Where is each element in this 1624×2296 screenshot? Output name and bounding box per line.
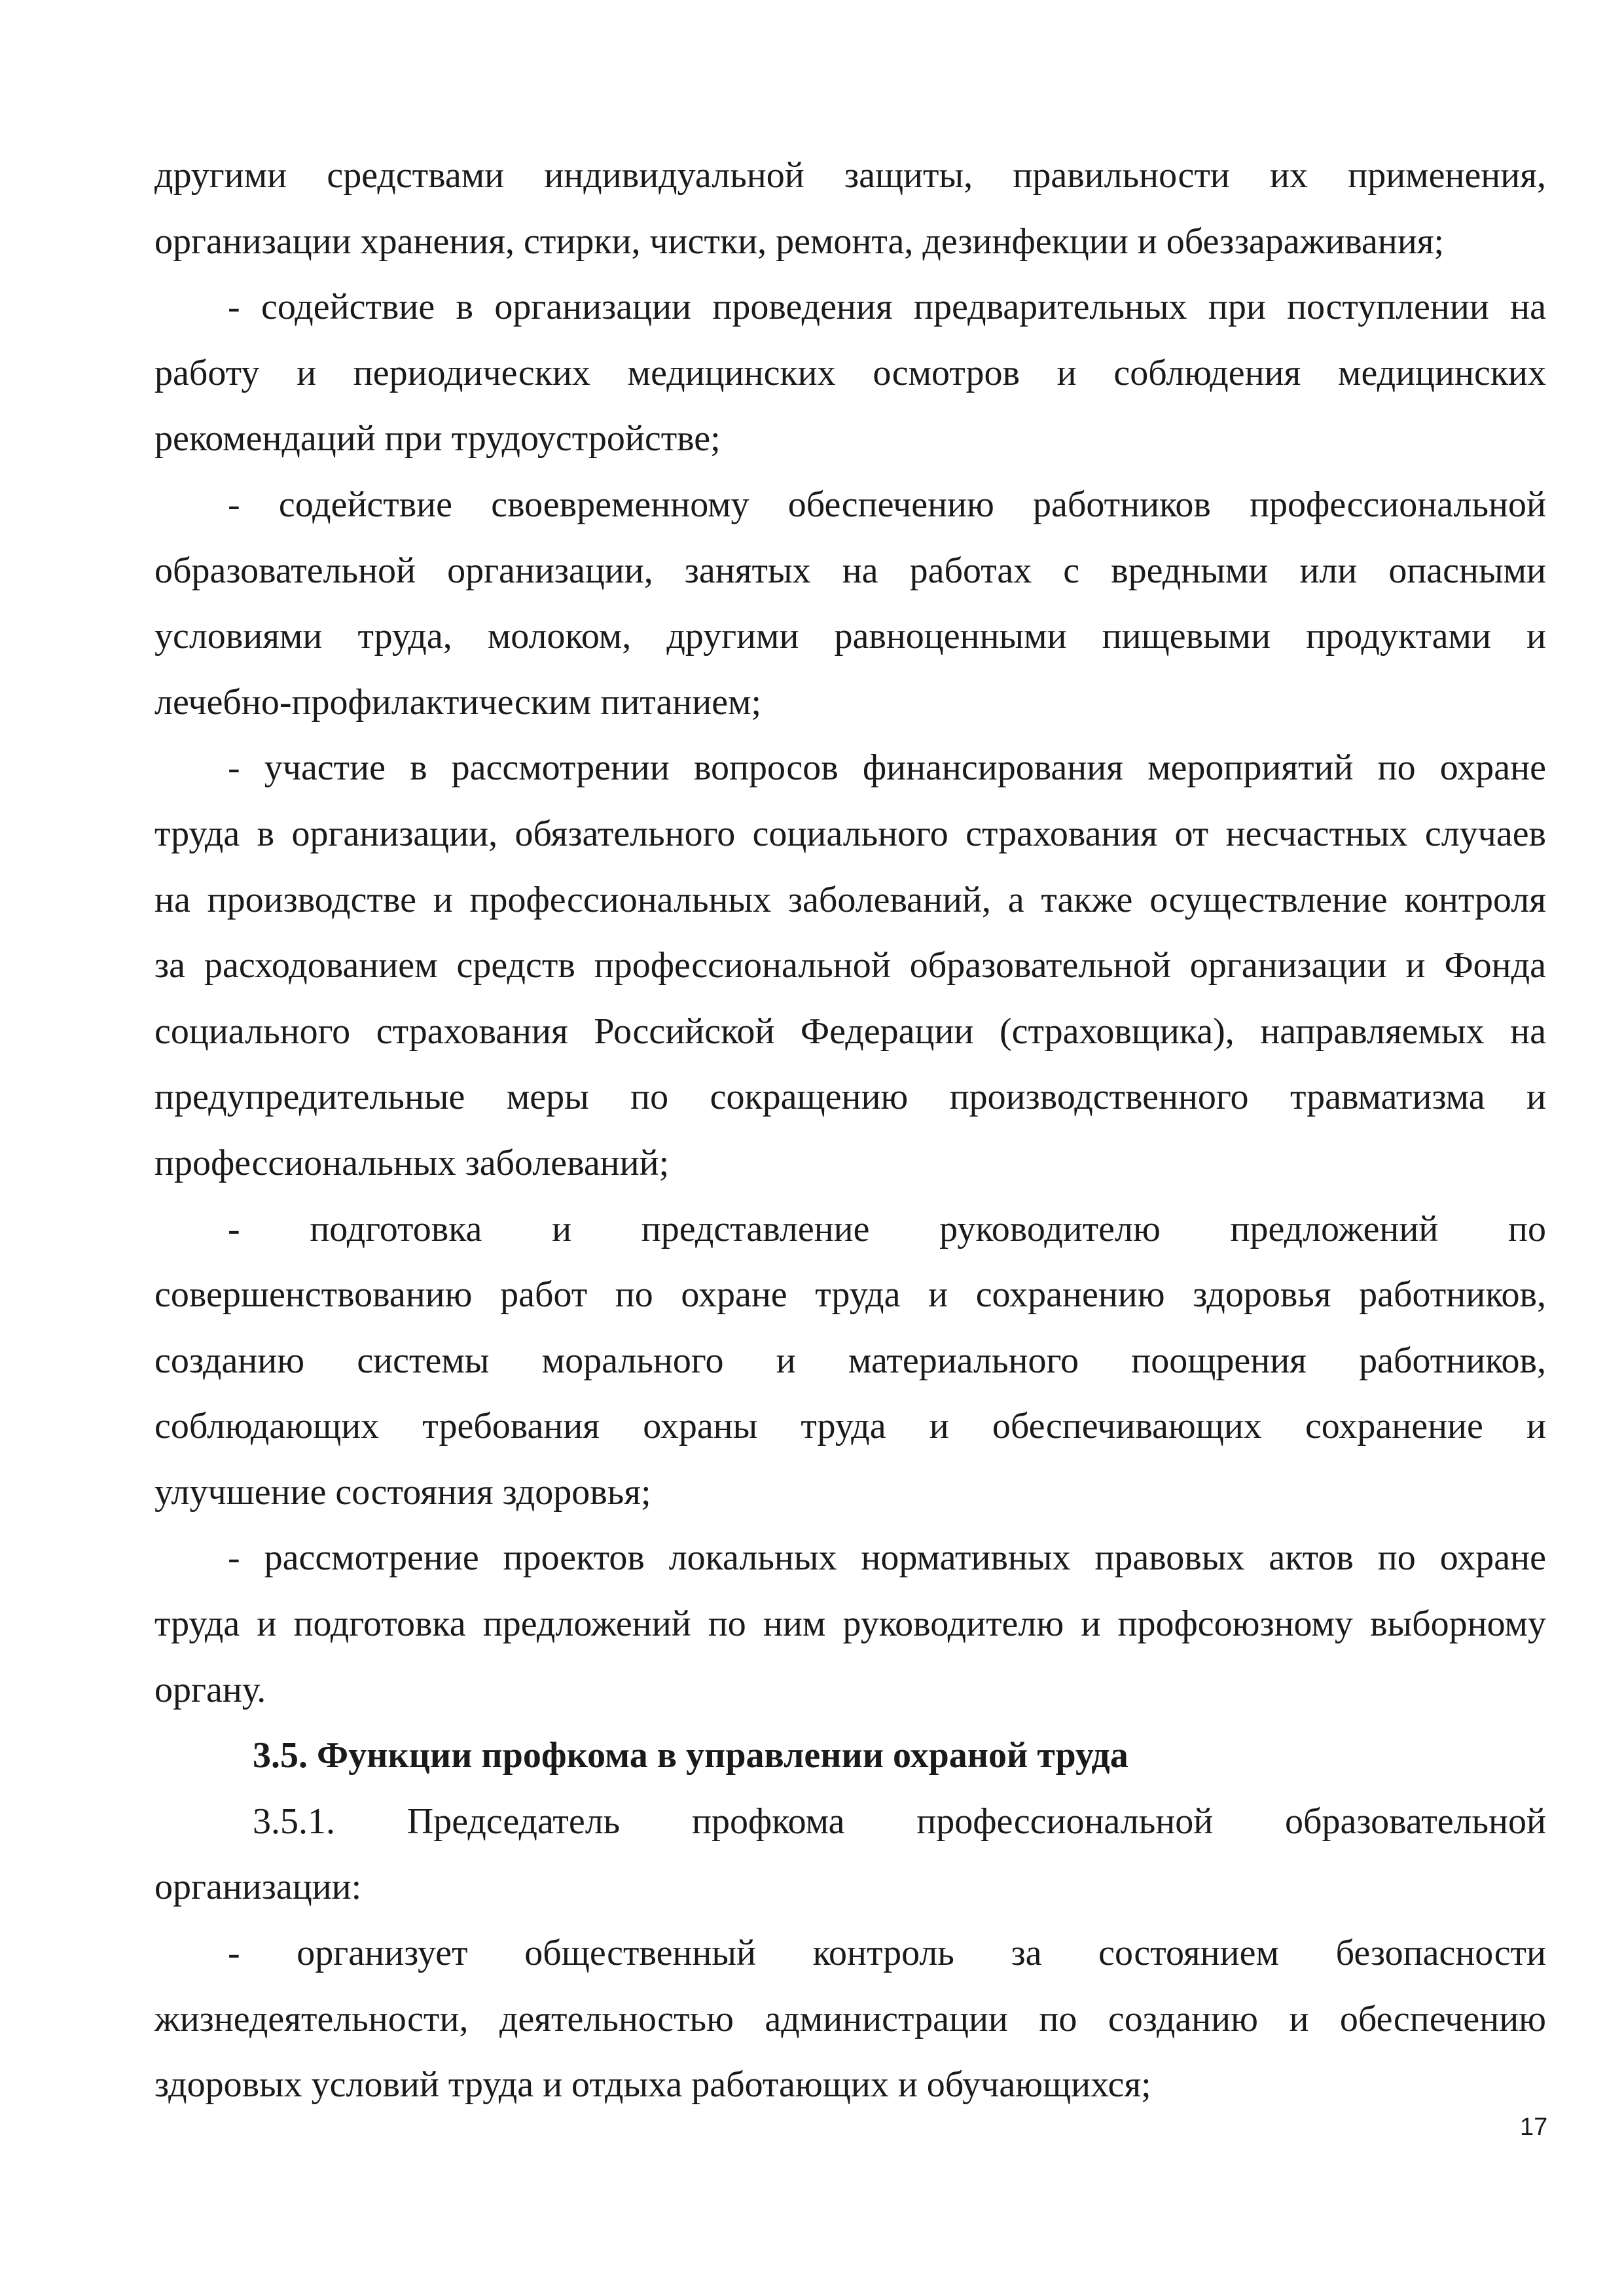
document-page [154,143,1546,2118]
text-line: здоровых условий труда и отдыха работающих и обучающихся; [154,2064,1151,2106]
text-line: образовательной организации, занятых на работах с вредными или опасными [154,550,1546,591]
text-line: работу и периодических медицинских осмотров и соблюдения медицинских [154,352,1546,393]
text-line: улучшение состояния здоровья; [154,1471,651,1513]
list-item-line: - содействие в организации проведения предварительных при поступлении на [228,287,1546,328]
text-line: социального страхования Российской Федерации (страховщика), направляемых на [154,1011,1546,1052]
text-line: труда в организации, обязательного социального страхования от несчастных случаев [154,813,1546,854]
text-line: органу. [154,1669,266,1710]
text-line: предупредительные меры по сокращению производственного травматизма и [154,1077,1546,1118]
text-line: рекомендаций при трудоустройстве; [154,418,721,459]
text-line: на производстве и профессиональных заболеваний, а также осуществление контроля [154,879,1546,920]
text-line: профессиональных заболеваний; [154,1142,670,1183]
text-line: соблюдающих требования охраны труда и обеспечивающих сохранение и [154,1406,1546,1447]
list-item-line: - организует общественный контроль за состоянием безопасности [228,1933,1546,1974]
page-number: 17 [1520,2113,1548,2141]
text-line: условиями труда, молоком, другими равноценными пищевыми продуктами и [154,616,1546,657]
list-item-line: - подготовка и представление руководителю предложений по [228,1208,1546,1249]
text-line: другими средствами индивидуальной защиты, правильности их применения, [154,155,1546,196]
list-item-line: - рассмотрение проектов локальных нормативных правовых актов по охране [228,1537,1546,1579]
list-item-line: - содействие своевременному обеспечению работников профессиональной [228,484,1546,525]
text-line: организации хранения, стирки, чистки, ремонта, дезинфекции и обеззараживания; [154,221,1445,262]
section-heading: 3.5. Функции профкома в управлении охраной труда [253,1735,1128,1776]
text-line: 3.5.1. Председатель профкома профессиональной образовательной [253,1801,1546,1842]
text-line: совершенствованию работ по охране труда и сохранению здоровья работников, [154,1274,1546,1316]
text-line: труда и подготовка предложений по ним руководителю и профсоюзному выборному [154,1604,1546,1645]
text-line: лечебно-профилактическим питанием; [154,681,762,723]
text-line: жизнедеятельности, деятельностью администрации по созданию и обеспечению [154,1998,1546,2039]
list-item-line: - участие в рассмотрении вопросов финансирования мероприятий по охране [228,747,1546,789]
text-line: за расходованием средств профессиональной образовательной организации и Фонда [154,945,1546,986]
text-line: организации: [154,1867,362,1908]
text-line: созданию системы морального и материального поощрения работников, [154,1340,1546,1381]
